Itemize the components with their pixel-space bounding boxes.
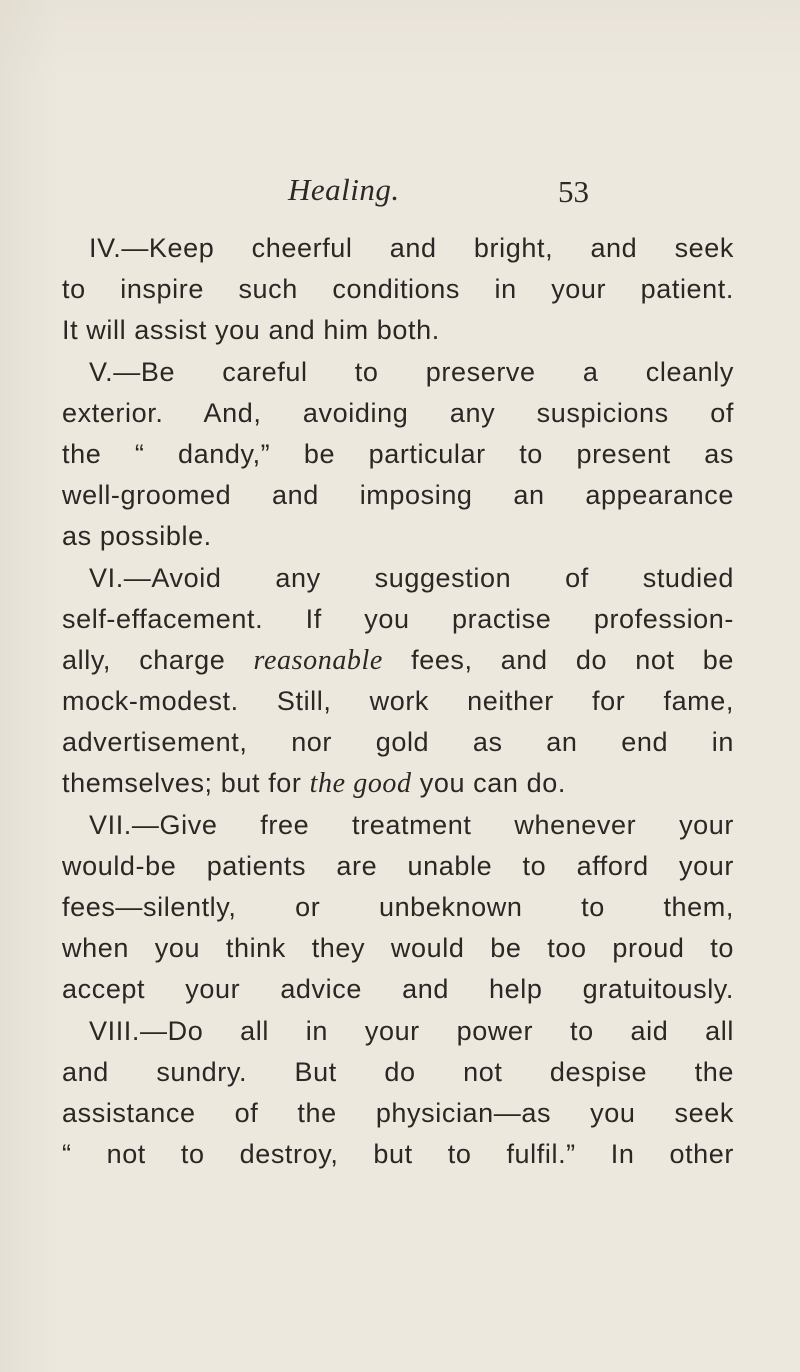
running-head [0, 172, 800, 212]
text-line: V.—Be careful to preserve a cleanly [89, 356, 734, 387]
text-line: VIII.—Do all in your power to aid all [89, 1015, 734, 1046]
text-line: when you think they would be too proud to [62, 933, 734, 964]
text-line: would-be patients are unable to afford your [62, 850, 734, 881]
text-line: “ not to destroy, but to fulfil.” In other [62, 1139, 734, 1170]
text-line: ally, charge reasonable fees, and do not be [62, 644, 734, 676]
text-line: the “ dandy,” be particular to present as [62, 438, 734, 469]
text-line: mock-modest. Still, work neither for fame, [62, 686, 734, 717]
text-line: to inspire such conditions in your patient. [62, 274, 734, 305]
text-line: VII.—Give free treatment whenever your [89, 809, 734, 840]
text-line: themselves; but for the good you can do. [62, 768, 566, 800]
text-line: advertisement, nor gold as an end in [62, 727, 734, 758]
text-line: VI.—Avoid any suggestion of studied [89, 562, 734, 593]
text-line: self-effacement. If you practise profession- [62, 603, 734, 634]
text-line: and sundry. But do not despise the [62, 1056, 734, 1087]
text-line: accept your advice and help gratuitously. [62, 974, 734, 1005]
text-line: well-groomed and imposing an appearance [62, 480, 734, 511]
text-line: It will assist you and him both. [62, 315, 440, 346]
text-line: exterior. And, avoiding any suspicions of [62, 397, 734, 428]
page-number: 53 [558, 174, 589, 209]
text-line: IV.—Keep cheerful and bright, and seek [89, 233, 734, 263]
body-text [62, 228, 734, 1175]
emphasis-the-good: the good [309, 768, 412, 800]
text-line: fees—silently, or unbeknown to them, [62, 892, 734, 922]
text-line: assistance of the physician—as you seek [62, 1097, 734, 1128]
emphasis-reasonable: reasonable [253, 644, 383, 676]
running-title: Healing. [288, 172, 400, 207]
text-line: as possible. [62, 521, 212, 552]
